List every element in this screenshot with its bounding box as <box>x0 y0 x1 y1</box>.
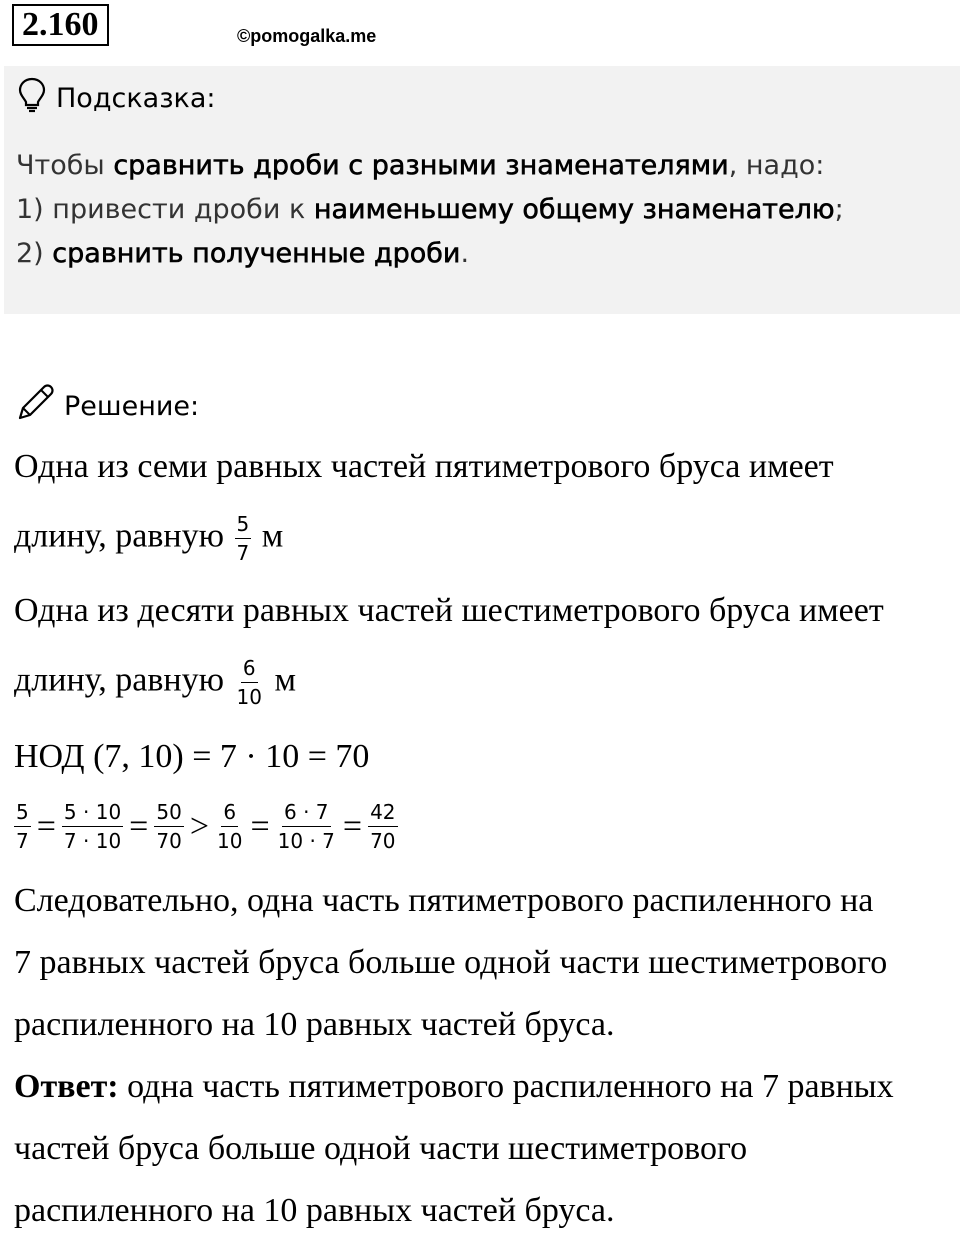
answer-line1-text: одна часть пятиметрового распиленного на 7 равных <box>118 1068 894 1105</box>
hint-line-3-post: . <box>460 238 470 269</box>
p1-line2-text: длину, равную <box>14 517 224 555</box>
equals-sign: = <box>36 807 56 845</box>
frac-num: 5 <box>14 800 31 827</box>
hint-line-3-bold: сравнить полученные дроби <box>52 238 461 269</box>
answer-label: Ответ: <box>14 1068 119 1105</box>
hint-text <box>16 144 844 276</box>
frac-den: 10 <box>217 829 243 853</box>
greater-than-sign: > <box>189 807 209 845</box>
frac-num: 6 <box>241 656 258 683</box>
fraction-5-7 <box>235 512 252 565</box>
hint-title <box>18 78 216 118</box>
problem-number: 2.160 <box>12 4 109 46</box>
equals-sign: = <box>342 807 363 845</box>
copyright-text: ©pomogalka.me <box>237 26 377 46</box>
comparison-equation <box>12 800 400 853</box>
solution-p2-line1: Одна из десяти равных частей шестиметрового бруса имеет <box>14 592 884 629</box>
equals-sign: = <box>129 807 149 845</box>
solution-title <box>16 384 199 429</box>
fraction-6-10 <box>235 656 264 709</box>
frac-num: 50 <box>154 800 183 827</box>
hint-line-3-pre: 2) <box>16 238 53 269</box>
hint-line-1-post: , надо: <box>728 150 825 181</box>
frac-num: 6 <box>221 800 238 827</box>
hint-title-text: Подсказка: <box>56 82 216 114</box>
eq-frac-6 <box>368 800 397 853</box>
frac-den: 70 <box>156 829 182 853</box>
unit-m: м <box>274 661 296 699</box>
lightbulb-icon <box>18 77 46 120</box>
frac-num: 42 <box>368 800 397 827</box>
answer-line3: распиленного на 10 равных частей бруса. <box>14 1192 615 1229</box>
conclusion-line3: распиленного на 10 равных частей бруса. <box>14 1006 615 1043</box>
unit-m: м <box>261 517 284 555</box>
equals-sign: = <box>250 807 270 845</box>
pencil-icon <box>16 384 56 429</box>
frac-den: 7 · 10 <box>63 829 122 853</box>
frac-den: 70 <box>370 829 396 853</box>
eq-frac-4 <box>215 800 244 853</box>
eq-frac-2 <box>62 800 123 853</box>
nod-line: НОД (7, 10) = 7 · 10 = 70 <box>14 738 370 775</box>
conclusion-line1: Следовательно, одна часть пятиметрового распиленного на <box>14 882 874 919</box>
hint-line-2 <box>16 188 844 232</box>
solution-p1-line1: Одна из семи равных частей пятиметрового бруса имеет <box>14 448 834 485</box>
answer-line1 <box>14 1068 894 1106</box>
eq-frac-1 <box>14 800 31 853</box>
hint-box <box>4 66 960 314</box>
p2-line2-text: длину, равную <box>14 661 224 699</box>
conclusion-line2: 7 равных частей бруса больше одной части шестиметрового <box>14 944 888 981</box>
hint-line-2-pre: 1) привести дроби к <box>16 194 314 225</box>
frac-den: 7 <box>16 829 29 853</box>
eq-frac-3 <box>154 800 183 853</box>
frac-den: 10 <box>236 685 262 709</box>
hint-line-2-post: ; <box>834 194 844 225</box>
solution-title-text: Решение: <box>64 391 200 422</box>
solution-p1-line2 <box>14 512 283 565</box>
frac-den: 10 · 7 <box>277 829 335 853</box>
hint-line-1 <box>16 144 844 188</box>
hint-line-1-bold: сравнить дроби с разными знаменателями <box>113 150 729 181</box>
frac-num: 5 <box>235 512 252 539</box>
eq-frac-5 <box>276 800 337 853</box>
answer-line2: частей бруса больше одной части шестиметрового <box>14 1130 748 1167</box>
frac-num: 6 · 7 <box>282 800 331 827</box>
hint-line-3 <box>16 232 844 276</box>
solution-p2-line2 <box>14 656 296 709</box>
frac-num: 5 · 10 <box>62 800 123 827</box>
hint-line-2-bold: наименьшему общему знаменателю <box>313 194 835 225</box>
hint-line-1-pre: Чтобы <box>16 150 114 181</box>
frac-den: 7 <box>236 541 250 565</box>
